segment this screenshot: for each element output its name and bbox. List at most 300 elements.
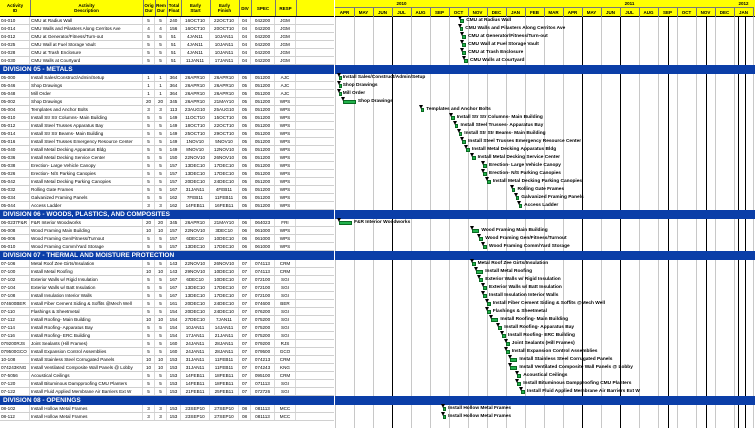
relationship-arrow-icon	[470, 259, 474, 263]
col-activity-description-cell: Install Hollow Metal Frames	[30, 413, 143, 420]
col-rem-dur-cell: 4	[155, 25, 167, 32]
table-row[interactable]	[0, 82, 334, 90]
col-early-finish-cell: 21JAN11	[210, 332, 239, 339]
col-spec-cell: 051200	[251, 202, 275, 209]
col-activity-description-header[interactable]: Activity Description	[30, 0, 144, 16]
col-orig-dur-cell: 10	[143, 227, 155, 234]
gantt-bar-label: Flashings & Sheetmetal	[492, 308, 547, 314]
table-row[interactable]	[0, 114, 334, 122]
col-early-finish-cell: 26APR10	[210, 74, 239, 81]
col-rem-dur-cell: 5	[155, 292, 167, 299]
col-resp-cell: MCC	[275, 413, 296, 420]
relationship-arrow-icon	[449, 113, 453, 117]
col-div-cell: 04	[239, 25, 251, 32]
division-band	[335, 65, 755, 74]
col-resp-cell: WPS	[275, 162, 296, 169]
col-early-start-cell: 26APR10	[181, 219, 210, 226]
relationship-arrow-icon	[514, 193, 518, 197]
col-early-finish-cell: 17DEC10	[210, 170, 239, 177]
month-gridline	[658, 17, 659, 428]
gantt-bar-label: Install Ventilated Composite Wall Panels @ Lobby	[519, 364, 633, 370]
col-activity-description-cell: Shop Drawings	[30, 98, 143, 105]
gantt-bar-label: Shop Drawings	[342, 82, 378, 88]
col-rem-dur-cell: 3	[155, 413, 167, 420]
relationship-arrow-icon	[460, 32, 464, 36]
gantt-bar-label: Access Ladder	[524, 202, 559, 208]
col-activity-description-cell: CMU at Radius Wall	[30, 17, 143, 24]
col-early-finish-cell: 20OCT10	[210, 25, 239, 32]
col-orig-dur-cell: 1	[143, 90, 155, 97]
col-orig-dur-cell: 20	[143, 98, 155, 105]
table-row[interactable]	[0, 372, 334, 380]
col-early-start-cell: 22NOV10	[181, 260, 210, 267]
col-activity-id-cell: 05-044	[0, 202, 30, 209]
col-total-float-cell: 167	[167, 186, 181, 193]
timeline-month: APR	[563, 7, 583, 17]
col-spec-cell: 081113	[251, 413, 275, 420]
table-row[interactable]	[0, 235, 334, 243]
col-rem-dur-cell: 5	[155, 276, 167, 283]
gantt-bar-label: Exterior Walls w/ Batt Insulation	[489, 284, 562, 290]
col-activity-description-cell: Galvanized Framing Panels	[30, 194, 143, 201]
col-activity-description-cell: Exterior Walls w/ Rigid Insulation	[30, 276, 143, 283]
col-early-finish-cell: 29OCT10	[210, 130, 239, 137]
col-early-start-cell: 21FEB11	[181, 388, 210, 395]
col-early-start-cell: 14FEB11	[181, 380, 210, 387]
col-orig-dur-cell: 3	[143, 106, 155, 113]
gantt-bar-label: Install Metal Roofing	[485, 268, 533, 274]
col-spec-cell: 051200	[251, 154, 275, 161]
col-activity-id-header[interactable]: Activity ID	[0, 0, 31, 16]
col-activity-description-cell: Rolling Gate Frames	[30, 186, 143, 193]
month-gridline	[487, 17, 488, 428]
col-resp-cell: WPS	[275, 202, 296, 209]
gantt-bar-label: Install Sales/Construct/Admin/Setup	[342, 74, 426, 80]
relationship-arrow-icon	[477, 234, 481, 238]
col-orig-dur-cell: 5	[143, 276, 155, 283]
col-orig-dur-cell: 3	[143, 202, 155, 209]
col-early-finish-cell: 18FEB11	[210, 380, 239, 387]
relationship-arrow-icon	[504, 339, 508, 343]
col-rem-dur-cell: 5	[155, 186, 167, 193]
col-div-cell: 06	[239, 243, 251, 250]
relationship-arrow-icon	[481, 169, 485, 173]
col-spec-cell: 051200	[251, 170, 275, 177]
division-header[interactable]: DIVISION 07 - THERMAL AND MOISTURE PROTECTION	[0, 251, 334, 260]
col-total-float-cell: 51	[167, 33, 181, 40]
col-div-cell: 07	[239, 340, 251, 347]
col-resp-cell: WPS	[275, 227, 296, 234]
month-gridline	[677, 17, 678, 428]
gantt-bar-label: Install Metal Decking Parking Canopies	[492, 178, 583, 184]
gantt-bar-label: CMU at Generator/Fitness/Turn-out	[468, 33, 548, 39]
col-resp-cell: SGI	[275, 276, 296, 283]
col-total-float-cell: 167	[167, 284, 181, 291]
col-spec-cell: 061000	[251, 235, 275, 242]
month-gridline	[639, 17, 640, 428]
col-total-float-cell: 149	[167, 122, 181, 129]
relationship-arrow-icon	[470, 153, 474, 157]
col-resp-cell: SGI	[275, 324, 296, 331]
col-early-start-cell: 13DEC10	[181, 284, 210, 291]
table-row[interactable]	[0, 57, 334, 65]
col-resp-cell: JGM	[275, 57, 296, 64]
relationship-arrow-icon	[441, 404, 445, 408]
relationship-arrow-icon	[481, 291, 485, 295]
col-total-float-cell: 157	[167, 243, 181, 250]
table-row[interactable]	[0, 202, 334, 210]
relationship-arrow-icon	[337, 81, 341, 85]
table-row[interactable]	[0, 98, 334, 106]
col-early-start-cell: 24JAN11	[181, 340, 210, 347]
col-orig-dur-cell: 5	[143, 122, 155, 129]
gantt-bar-label: Erection- Large Vehicle Canopy	[489, 162, 561, 168]
timeline-month: MAR	[544, 7, 564, 17]
col-early-finish-cell: 4FEB11	[210, 186, 239, 193]
division-header[interactable]: DIVISION 08 - OPENINGS	[0, 396, 334, 405]
col-total-float-cell: 157	[167, 170, 181, 177]
col-orig-dur-cell: 5	[143, 41, 155, 48]
table-row[interactable]	[0, 49, 334, 57]
col-orig-dur-header[interactable]: Orig Dur	[143, 0, 156, 16]
table-row[interactable]	[0, 405, 334, 413]
col-early-finish-cell: 16FEB11	[210, 202, 239, 209]
table-row[interactable]	[0, 300, 334, 308]
col-rem-dur-cell: 1	[155, 90, 167, 97]
col-orig-dur-cell: 5	[143, 292, 155, 299]
gantt-bar-label: CMU at Radius Wall	[466, 17, 512, 23]
relationship-arrow-icon	[441, 412, 445, 416]
col-orig-dur-cell: 1	[143, 74, 155, 81]
col-early-finish-cell: 24DEC10	[210, 300, 239, 307]
col-div-cell: 05	[239, 122, 251, 129]
col-activity-id-cell: 05-012	[0, 122, 30, 129]
col-orig-dur-cell: 5	[143, 194, 155, 201]
col-activity-id-cell: 04-030	[0, 57, 30, 64]
col-activity-id-cell: 05-042	[0, 178, 30, 185]
relationship-arrow-icon	[496, 323, 500, 327]
col-early-start-cell: 22NOV10	[181, 154, 210, 161]
col-spec-cell: 079200	[251, 340, 275, 347]
col-total-float-cell: 143	[167, 260, 181, 267]
table-row[interactable]	[0, 356, 334, 364]
gantt-bar-label: Install Steel Trusses- Apparatus Bay	[460, 122, 544, 128]
col-activity-id-cell: 07-116	[0, 332, 30, 339]
timeline-month: JUL	[392, 7, 412, 17]
col-div-header[interactable]: DIV	[239, 0, 252, 16]
col-div-cell: 07	[239, 300, 251, 307]
division-header[interactable]: DIVISION 06 - WOODS, PLASTICS, AND COMPOSITES	[0, 210, 334, 219]
col-activity-id-cell: 079200RJS	[0, 340, 30, 347]
table-row[interactable]	[0, 162, 334, 170]
col-orig-dur-cell: 5	[143, 235, 155, 242]
relationship-arrow-icon	[458, 16, 462, 20]
col-orig-dur-cell: 5	[143, 243, 155, 250]
col-early-finish-cell: 28JAN11	[210, 340, 239, 347]
col-resp-cell: WPS	[275, 98, 296, 105]
col-spec-cell: 042200	[251, 17, 275, 24]
table-row[interactable]	[0, 268, 334, 276]
col-early-finish-cell: 25FEB11	[210, 388, 239, 395]
col-spec-cell: 051200	[251, 194, 275, 201]
col-early-start-cell: 1NOV10	[181, 138, 210, 145]
col-early-finish-cell: 26NOV10	[210, 154, 239, 161]
col-resp-cell: WPS	[275, 130, 296, 137]
col-activity-description-cell: Install Fiber Cement Siding & Soffits @Mech Well	[30, 300, 143, 307]
col-spec-cell: 051200	[251, 138, 275, 145]
gantt-bar-label: Install Insulation Interior Walls	[489, 292, 559, 298]
col-activity-id-cell: 10-108	[0, 356, 30, 363]
col-rem-dur-cell: 5	[155, 348, 167, 355]
col-orig-dur-cell: 3	[143, 405, 155, 412]
relationship-arrow-icon	[485, 307, 489, 311]
col-activity-description-cell: Install Fluid Applied Membrane Air Barriers Ext W	[30, 388, 143, 395]
col-div-cell: 05	[239, 154, 251, 161]
col-resp-cell: WPS	[275, 146, 296, 153]
col-orig-dur-cell: 5	[143, 260, 155, 267]
table-row[interactable]	[0, 17, 334, 25]
col-orig-dur-cell: 5	[143, 138, 155, 145]
table-row[interactable]	[0, 276, 334, 284]
col-early-start-cell: 4JAN11	[181, 33, 210, 40]
table-row[interactable]	[0, 308, 334, 316]
col-early-finish-cell: 10DEC10	[210, 276, 239, 283]
col-orig-dur-cell: 5	[143, 324, 155, 331]
division-band	[335, 251, 755, 260]
col-early-start-cell: 22NOV10	[181, 227, 210, 234]
col-total-float-cell: 153	[167, 388, 181, 395]
col-orig-dur-cell: 5	[143, 186, 155, 193]
table-row[interactable]	[0, 413, 334, 421]
col-div-cell: 04	[239, 57, 251, 64]
col-total-float-cell: 149	[167, 146, 181, 153]
table-row[interactable]	[0, 122, 334, 130]
col-spec-cell: 081113	[251, 405, 275, 412]
month-gridline	[753, 17, 754, 428]
col-early-start-cell: 23SEP10	[181, 405, 210, 412]
col-resp-cell: WPS	[275, 194, 296, 201]
col-div-cell: 05	[239, 170, 251, 177]
col-early-finish-cell: 27SEP10	[210, 413, 239, 420]
col-orig-dur-cell: 5	[143, 380, 155, 387]
col-total-float-cell: 51	[167, 49, 181, 56]
col-orig-dur-cell: 5	[143, 348, 155, 355]
table-row[interactable]	[0, 380, 334, 388]
gantt-bar-label: Install Bituminous Dampproofing CMU Planters	[523, 380, 632, 386]
timeline-month: SEP	[430, 7, 450, 17]
table-row[interactable]	[0, 194, 334, 202]
table-row[interactable]	[0, 348, 334, 356]
col-total-float-header[interactable]: Total Float	[167, 0, 182, 16]
col-spec-cell: 071113	[251, 380, 275, 387]
col-activity-id-cell: 07-122	[0, 388, 30, 395]
col-early-finish-cell: 26APR10	[210, 82, 239, 89]
col-div-cell: 07	[239, 324, 251, 331]
col-early-finish-cell: 24DEC10	[210, 308, 239, 315]
table-row[interactable]	[0, 292, 334, 300]
col-total-float-cell: 153	[167, 405, 181, 412]
col-early-start-cell: 11OCT10	[181, 114, 210, 121]
month-gridline	[715, 17, 716, 428]
gantt-bar-label: Wood Framing Gen/Fitness/Turnout	[485, 235, 567, 241]
col-activity-id-cell: 05-002	[0, 98, 30, 105]
col-early-finish-cell: 21MAY10	[210, 98, 239, 105]
col-early-start-cell: 20DEC10	[181, 300, 210, 307]
table-row[interactable]	[0, 41, 334, 49]
relationship-arrow-icon	[477, 275, 481, 279]
col-activity-id-cell: 05-014	[0, 130, 30, 137]
col-early-finish-cell: 10JAN11	[210, 33, 239, 40]
col-spec-cell: 051200	[251, 74, 275, 81]
col-early-start-cell: 20DEC10	[181, 308, 210, 315]
col-early-finish-cell: 11FEB11	[210, 364, 239, 371]
col-activity-description-cell: Access Ladder	[30, 202, 143, 209]
col-orig-dur-cell: 10	[143, 268, 155, 275]
col-early-start-cell: 13DEC10	[181, 170, 210, 177]
gantt-bar-label: Install Expansion Control Assemblies	[511, 348, 598, 354]
col-spec-cell: 075200	[251, 324, 275, 331]
col-rem-dur-cell: 10	[155, 356, 167, 363]
table-row[interactable]	[0, 219, 334, 227]
col-div-cell: 07	[239, 372, 251, 379]
gantt-bar-label: Wood Framing Main Building	[481, 227, 548, 233]
timeline-month: OCT	[449, 7, 469, 17]
col-early-start-cell: 7FEB11	[181, 194, 210, 201]
col-activity-description-cell: CMU at Generator/Fitness/Turn-out	[30, 33, 143, 40]
col-div-cell: 06	[239, 227, 251, 234]
col-early-start-cell: 27DEC10	[181, 316, 210, 323]
col-early-finish-header[interactable]: Early Finish	[210, 0, 240, 16]
col-spec-cell: 042200	[251, 33, 275, 40]
col-rem-dur-cell: 5	[155, 372, 167, 379]
table-row[interactable]	[0, 260, 334, 268]
gantt-bar-label: Galvanized Framing Panels	[521, 194, 584, 200]
col-activity-description-cell: Shop Drawings	[30, 82, 143, 89]
table-row[interactable]	[0, 243, 334, 251]
timeline-month: NOV	[468, 7, 488, 17]
col-total-float-cell: 51	[167, 41, 181, 48]
table-row[interactable]	[0, 284, 334, 292]
col-activity-description-cell: Erection- Large Vehicle Canopy	[30, 162, 143, 169]
col-early-start-cell: 26APR10	[181, 98, 210, 105]
col-early-start-cell: 29NOV10	[181, 268, 210, 275]
col-activity-description-cell: CMU Wall at Fuel Storage Vault	[30, 41, 143, 48]
col-resp-header[interactable]: RESP	[275, 0, 297, 16]
timeline-month: JUN	[373, 7, 393, 17]
table-row[interactable]	[0, 227, 334, 235]
col-resp-cell: AJC	[275, 74, 296, 81]
col-early-start-cell: 4JAN11	[181, 41, 210, 48]
col-rem-dur-header[interactable]: Rem Dur	[155, 0, 168, 16]
col-spec-cell: 095100	[251, 372, 275, 379]
col-total-float-cell: 157	[167, 162, 181, 169]
relationship-arrow-icon	[470, 226, 474, 230]
relationship-arrow-icon	[508, 355, 512, 359]
relationship-arrow-icon	[464, 145, 468, 149]
col-early-start-header[interactable]: Early Start	[181, 0, 211, 16]
table-row[interactable]	[0, 178, 334, 186]
col-resp-cell: AJC	[275, 90, 296, 97]
table-row[interactable]	[0, 332, 334, 340]
col-activity-id-cell: 07-104	[0, 284, 30, 291]
col-div-cell: 07	[239, 388, 251, 395]
table-row[interactable]	[0, 186, 334, 194]
table-row[interactable]	[0, 33, 334, 41]
table-row[interactable]	[0, 25, 334, 33]
col-total-float-cell: 364	[167, 82, 181, 89]
timeline-month: JUL	[620, 7, 640, 17]
col-total-float-cell: 161	[167, 300, 181, 307]
division-band	[335, 210, 755, 219]
col-activity-description-cell: Install Str Str Columns- Main Building	[30, 114, 143, 121]
gantt-bar-label: Install Str Str Columns- Main Building	[456, 114, 543, 120]
col-resp-cell: WPS	[275, 235, 296, 242]
col-orig-dur-cell: 5	[143, 308, 155, 315]
col-activity-id-cell: 05-010	[0, 114, 30, 121]
table-row[interactable]	[0, 154, 334, 162]
table-row[interactable]	[0, 146, 334, 154]
col-early-start-cell: 8NOV10	[181, 146, 210, 153]
gantt-bar-label: Rolling Gate Frames	[517, 186, 565, 192]
col-rem-dur-cell: 5	[155, 332, 167, 339]
col-early-finish-cell: 3DEC10	[210, 227, 239, 234]
division-header[interactable]: DIVISION 05 - METALS	[0, 65, 334, 74]
col-resp-cell: CRM	[275, 268, 296, 275]
col-spec-header[interactable]: SPEC	[251, 0, 276, 16]
relationship-arrow-icon	[337, 89, 341, 93]
col-orig-dur-cell: 5	[143, 332, 155, 339]
table-row[interactable]	[0, 74, 334, 82]
col-spec-cell: 051200	[251, 122, 275, 129]
col-rem-dur-cell: 5	[155, 154, 167, 161]
col-total-float-cell: 149	[167, 114, 181, 121]
col-activity-description-cell: Install Roofing- Apparatus Bay	[30, 324, 143, 331]
col-div-cell: 07	[239, 316, 251, 323]
table-row[interactable]	[0, 324, 334, 332]
col-early-start-cell: 25OCT10	[181, 130, 210, 137]
col-activity-id-cell: 04-028	[0, 49, 30, 56]
table-row[interactable]	[0, 170, 334, 178]
table-row[interactable]	[0, 130, 334, 138]
col-activity-id-cell: 04-010	[0, 17, 30, 24]
col-rem-dur-cell: 5	[155, 284, 167, 291]
schedule-marker-line	[706, 17, 707, 428]
table-row[interactable]	[0, 90, 334, 98]
gantt-bar-label: Install Fluid Applied Membrane Air Barriers Ext W	[527, 388, 640, 394]
gantt-bar-label: Install Metal Decking Service Center	[477, 154, 560, 160]
table-row[interactable]	[0, 340, 334, 348]
table-row[interactable]	[0, 316, 334, 324]
col-div-cell: 08	[239, 405, 251, 412]
table-row[interactable]	[0, 364, 334, 372]
table-row[interactable]	[0, 388, 334, 396]
col-spec-cell: 074600	[251, 300, 275, 307]
col-early-start-cell: 26APR10	[181, 90, 210, 97]
col-resp-cell: AJC	[275, 82, 296, 89]
col-early-finish-cell: 10DEC10	[210, 235, 239, 242]
relationship-arrow-icon	[462, 56, 466, 60]
col-early-start-cell: 4JAN11	[181, 49, 210, 56]
col-resp-cell: GCO	[275, 348, 296, 355]
col-rem-dur-cell: 10	[155, 268, 167, 275]
col-activity-description-cell: Install Metal Decking Apparatus Bldg	[30, 146, 143, 153]
col-activity-id-cell: 05-048	[0, 90, 30, 97]
col-activity-id-cell: 05-016	[0, 138, 30, 145]
col-activity-description-cell: Templates and Anchor Bolts	[30, 106, 143, 113]
table-row[interactable]	[0, 106, 334, 114]
table-row[interactable]	[0, 138, 334, 146]
col-early-start-cell: 23AUG10	[181, 106, 210, 113]
